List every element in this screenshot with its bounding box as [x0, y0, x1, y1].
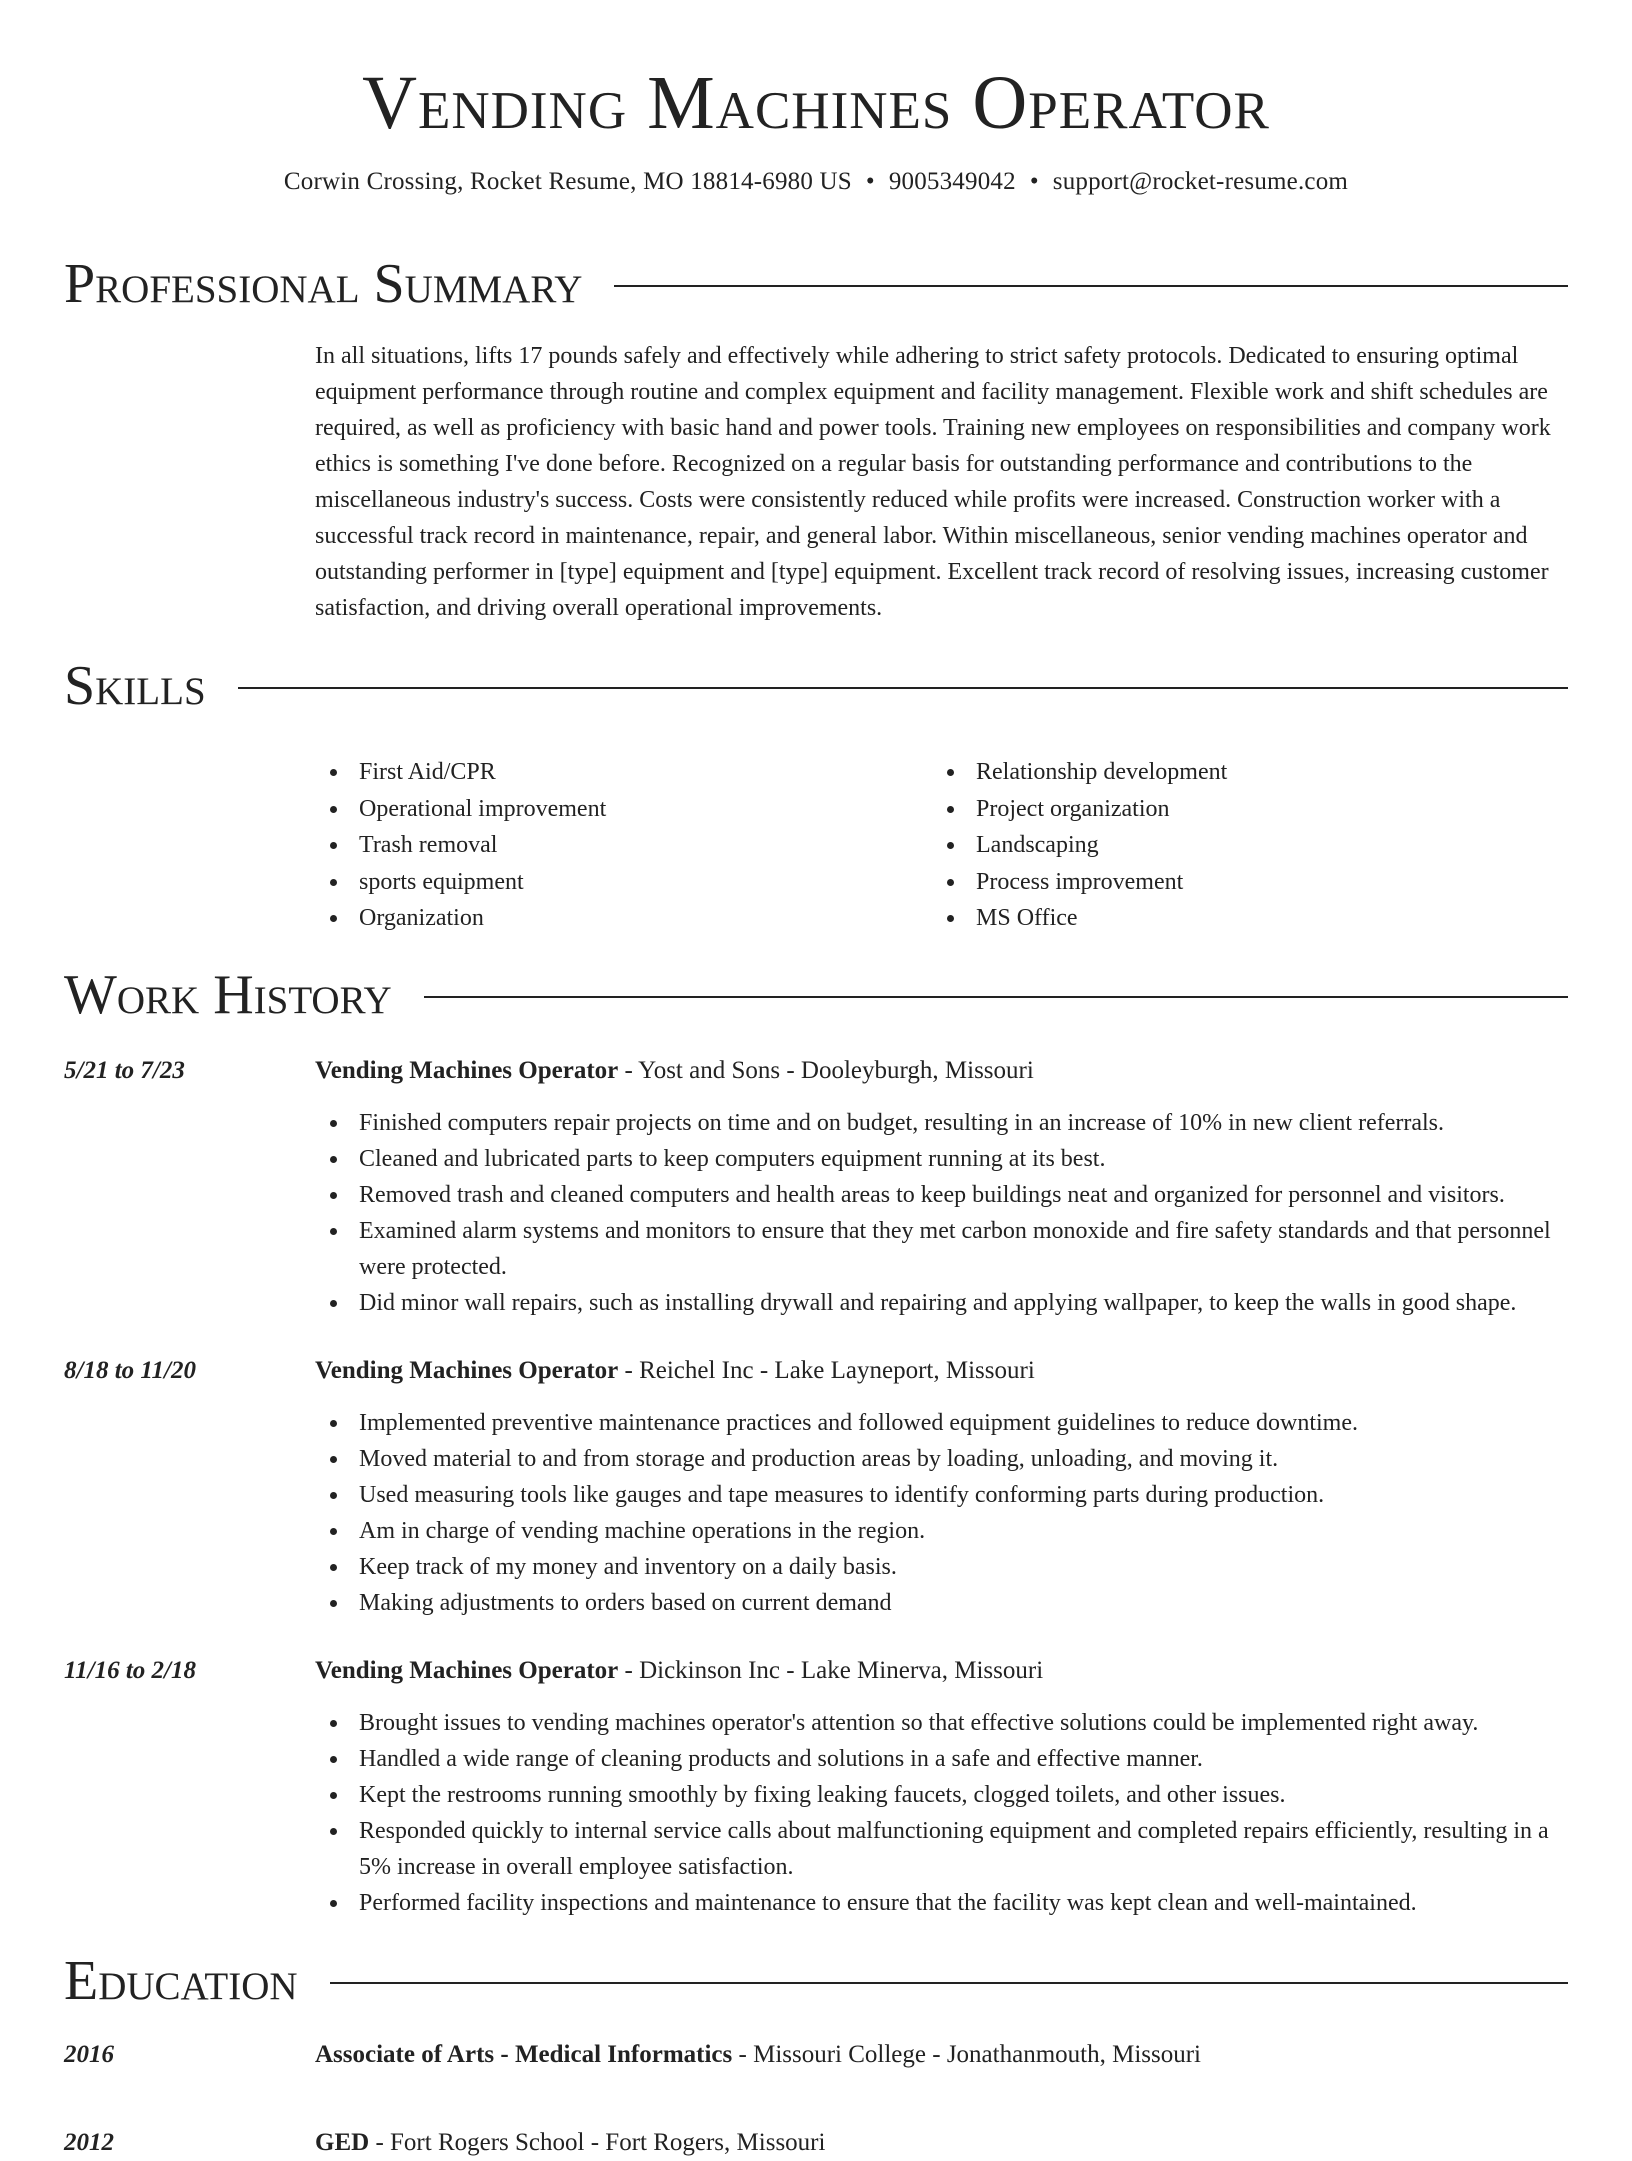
skill-item: Trash removal: [315, 827, 932, 864]
job-bullet: Did minor wall repairs, such as installing drywall and repairing and applying wallpaper, to keep the walls in good shape.: [315, 1285, 1568, 1321]
skill-item: Process improvement: [932, 864, 1549, 901]
job-title: Vending Machines Operator: [315, 1656, 619, 1684]
resume-page: [64, 0, 1568, 2161]
contact-line: [64, 168, 1568, 196]
job-bullet: Kept the restrooms running smoothly by fixing leaking faucets, clogged toilets, and other issues.: [315, 1777, 1568, 1813]
summary-section-header: [64, 252, 1568, 316]
job-bullet: Cleaned and lubricated parts to keep computers equipment running at its best.: [315, 1141, 1568, 1177]
skill-item: Project organization: [932, 791, 1549, 828]
education-degree: Associate of Arts - Medical Informatics: [315, 2040, 733, 2068]
job-bullet: Making adjustments to orders based on current demand: [315, 1585, 1568, 1621]
contact-separator: •: [865, 168, 875, 195]
education-section-header: [64, 1949, 1568, 2013]
job-bullets: [315, 1105, 1568, 1321]
contact-separator: •: [1029, 168, 1039, 195]
education-list: [64, 2037, 1568, 2161]
job-bullet: Used measuring tools like gauges and tape measures to identify conforming parts during production.: [315, 1477, 1568, 1513]
contact-address: Corwin Crossing, Rocket Resume, MO 18814-6980 US: [283, 168, 852, 195]
education-details: - Missouri College - Jonathanmouth, Missouri: [732, 2040, 1201, 2068]
job-bullet: Responded quickly to internal service calls about malfunctioning equipment and completed repairs efficiently, resulting in a 5% increase in overall employee satisfaction.: [315, 1813, 1568, 1885]
skills-heading: Skills: [64, 655, 206, 717]
job-bullet: Keep track of my money and inventory on a daily basis.: [315, 1549, 1568, 1585]
section-divider: [330, 1982, 1568, 1984]
skills-column-left: [315, 754, 932, 937]
skill-item: Organization: [315, 900, 932, 937]
job-entry: [64, 1653, 1568, 1921]
job-bullet: Handled a wide range of cleaning products and solutions in a safe and effective manner.: [315, 1741, 1568, 1777]
skill-item: Relationship development: [932, 754, 1549, 791]
job-title: Vending Machines Operator: [315, 1056, 619, 1084]
education-entry: [64, 2037, 1568, 2073]
job-bullet: Implemented preventive maintenance practices and followed equipment guidelines to reduce downtime.: [315, 1405, 1568, 1441]
work-section-header: [64, 963, 1568, 1027]
skills-list: [315, 754, 1568, 937]
job-bullet: Removed trash and cleaned computers and health areas to keep buildings neat and organized for personnel and visitors.: [315, 1177, 1568, 1213]
skill-item: First Aid/CPR: [315, 754, 932, 791]
job-bullets: [315, 1705, 1568, 1921]
job-bullet: Finished computers repair projects on time and on budget, resulting in an increase of 10% in new client referrals.: [315, 1105, 1568, 1141]
summary-text: In all situations, lifts 17 pounds safely and effectively while adhering to strict safety protocols. Dedicated to ensuring optimal equipment performance through routine and complex equipment and facility management. Flexible work and shift schedules are required, as well as proficiency with basic hand and power tools. Training new employees on responsibilities and company work ethics is something I've done before. Recognized on a regular basis for outstanding performance and contributions to the miscellaneous industry's success. Costs were consistently reduced while profits were increased. Construction worker with a successful track record in maintenance, repair, and general labor. Within miscellaneous, senior vending machines operator and outstanding performer in [type] equipment and [type] equipment. Excellent track record of resolving issues, increasing customer satisfaction, and driving overall operational improvements.: [315, 343, 1551, 621]
job-entry: [64, 1053, 1568, 1321]
skills-column-right: [932, 754, 1549, 937]
job-title: Vending Machines Operator: [315, 1356, 619, 1384]
skill-item: sports equipment: [315, 864, 932, 901]
job-heading: [315, 1353, 1568, 1389]
education-year: 2016: [64, 2040, 114, 2068]
contact-email[interactable]: support@rocket-resume.com: [1052, 168, 1349, 195]
job-bullet: Brought issues to vending machines operator's attention so that effective solutions could be implemented right away.: [315, 1705, 1568, 1741]
section-divider: [238, 687, 1568, 689]
work-history-list: [64, 1053, 1568, 1921]
job-dates: 11/16 to 2/18: [64, 1656, 196, 1684]
job-details: - Dickinson Inc - Lake Minerva, Missouri: [618, 1656, 1044, 1684]
job-entry: [64, 1353, 1568, 1621]
section-divider: [424, 996, 1568, 998]
education-year: 2012: [64, 2128, 114, 2156]
education-entry: [64, 2125, 1568, 2161]
work-heading: Work History: [64, 963, 392, 1026]
education-heading-line: [315, 2037, 1201, 2073]
job-details: - Reichel Inc - Lake Layneport, Missouri: [618, 1356, 1035, 1384]
job-bullet: Am in charge of vending machine operations in the region.: [315, 1513, 1568, 1549]
education-heading-line: [315, 2125, 825, 2161]
education-details: - Fort Rogers School - Fort Rogers, Missouri: [369, 2128, 826, 2156]
resume-title: Vending Machines Operator: [362, 61, 1270, 145]
job-dates: 5/21 to 7/23: [64, 1056, 185, 1084]
job-bullet: Moved material to and from storage and production areas by loading, unloading, and moving it.: [315, 1441, 1568, 1477]
job-bullets: [315, 1405, 1568, 1621]
section-divider: [614, 285, 1568, 287]
job-details: - Yost and Sons - Dooleyburgh, Missouri: [618, 1056, 1034, 1084]
job-dates: 8/18 to 11/20: [64, 1356, 196, 1384]
skill-item: Operational improvement: [315, 791, 932, 828]
job-bullet: Examined alarm systems and monitors to ensure that they met carbon monoxide and fire safety standards and that personnel were protected.: [315, 1213, 1568, 1285]
summary-heading: Professional Summary: [64, 253, 583, 315]
job-bullet: Performed facility inspections and maintenance to ensure that the facility was kept clean and well-maintained.: [315, 1885, 1568, 1921]
contact-phone: 9005349042: [888, 168, 1016, 195]
job-heading: [315, 1653, 1568, 1689]
skill-item: MS Office: [932, 900, 1549, 937]
education-degree: GED: [315, 2128, 370, 2156]
skill-item: Landscaping: [932, 827, 1549, 864]
job-heading: [315, 1053, 1568, 1089]
education-heading: Education: [64, 1949, 298, 2012]
skills-section-header: [64, 654, 1568, 718]
